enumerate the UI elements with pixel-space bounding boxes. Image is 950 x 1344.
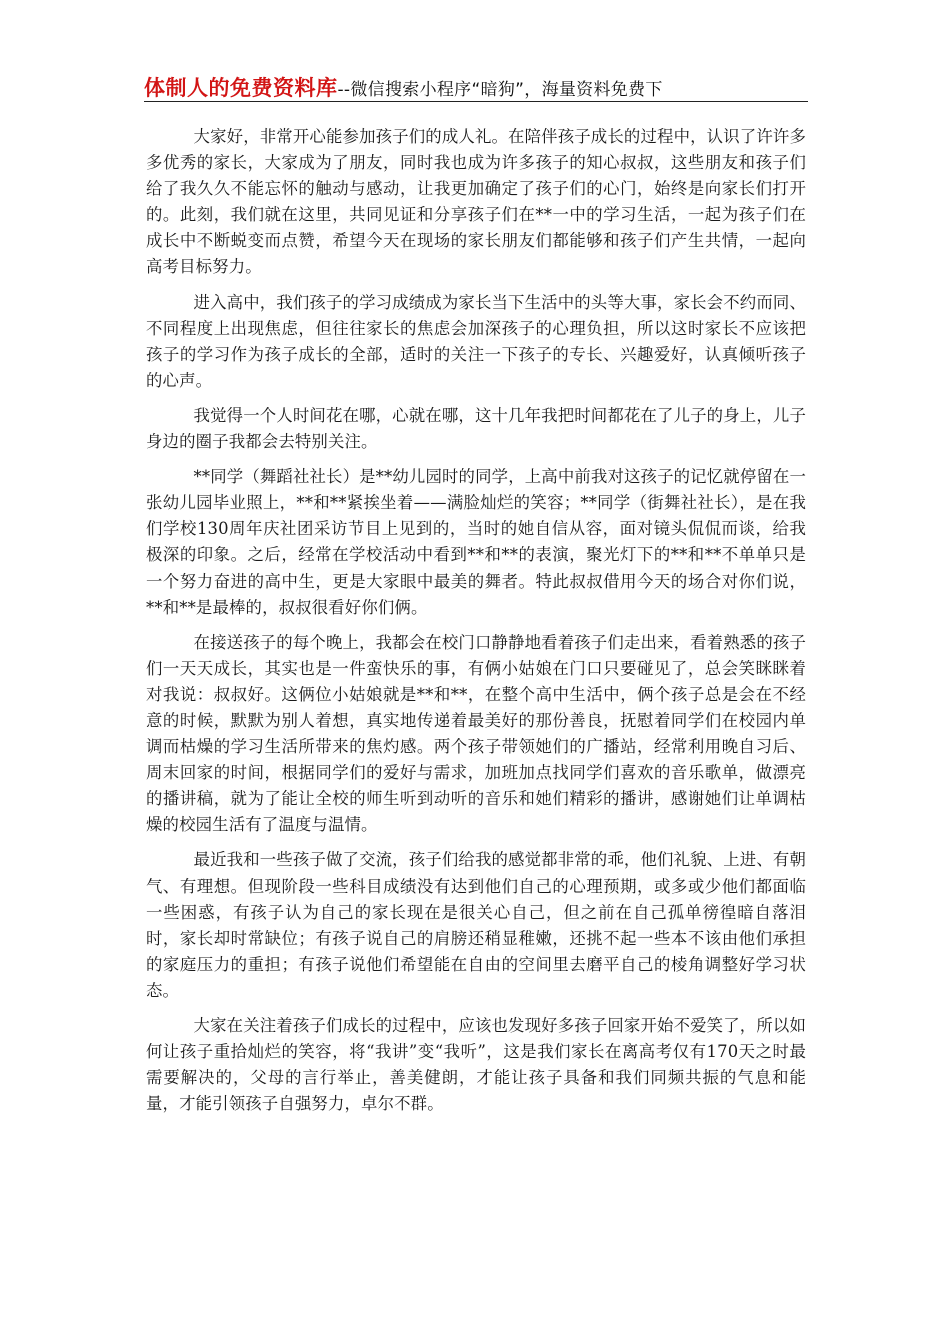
paragraph-7: 大家在关注着孩子们成长的过程中，应该也发现好多孩子回家开始不爱笑了，所以如何让孩子重拾灿烂的笑容，将“我讲”变“我听”，这是我们家长在离高考仅有170天之时最需要解决的，父母的言行举止，善美健朗，才能让孩子具备和我们同频共振的气息和能量，才能引领孩子自强努力，卓尔不群。 <box>146 1016 806 1114</box>
paragraph-2: 进入高中，我们孩子的学习成绩成为家长当下生活中的头等大事，家长会不约而同、不同程度上出现焦虑，但往往家长的焦虑会加深孩子的心理负担，所以这时家长不应该把孩子的学习作为孩子成长的全部，适时的关注一下孩子的专长、兴趣爱好，认真倾听孩子的心声。 <box>146 292 806 390</box>
paragraph-3: 我觉得一个人时间花在哪，心就在哪，这十几年我把时间都花在了儿子的身上，儿子身边的圈子我都会去特别关注。 <box>146 405 806 452</box>
document-body <box>146 124 806 1126</box>
paragraph-1: 大家好，非常开心能参加孩子们的成人礼。在陪伴孩子成长的过程中，认识了许许多多优秀的家长，大家成为了朋友，同时我也成为许多孩子的知心叔叔，这些朋友和孩子们给了我久久不能忘怀的触动与感动，让我更加确定了孩子们的心门，始终是向家长们打开的。此刻，我们就在这里，共同见证和分享孩子们在**一中的学习生活，一起为孩子们在成长中不断蜕变而点赞，希望今天在现场的家长朋友们都能够和孩子们产生共情，一起向高考目标努力。 <box>146 127 806 277</box>
header-divider <box>144 101 808 102</box>
header-tagline: --微信搜索小程序“暗狗”，海量资料免费下 <box>337 80 663 100</box>
header-brand: 体制人的免费资料库 <box>144 76 338 100</box>
paragraph-5: 在接送孩子的每个晚上，我都会在校门口静静地看着孩子们走出来，看着熟悉的孩子们一天天成长，其实也是一件蛮快乐的事，有俩小姑娘在门口只要碰见了，总会笑眯眯着对我说：叔叔好。这俩位小姑娘就是**和**，在整个高中生活中，俩个孩子总是会在不经意的时候，默默为别人着想，真实地传递着最美好的那份善良，抚慰着同学们在校园内单调而枯燥的学习生活所带来的焦灼感。两个孩子带领她们的广播站，经常利用晚自习后、周末回家的时间，根据同学们的爱好与需求，加班加点找同学们喜欢的音乐歌单，做漂亮的播讲稿，就为了能让全校的师生听到动听的音乐和她们精彩的播讲，感谢她们让单调枯燥的校园生活有了温度与温情。 <box>146 632 806 835</box>
page-header <box>144 72 808 102</box>
paragraph-6: 最近我和一些孩子做了交流，孩子们给我的感觉都非常的乖，他们礼貌、上进、有朝气、有理想。但现阶段一些科目成绩没有达到他们自己的心理预期，或多或少他们都面临一些困惑，有孩子认为自己的家长现在是很关心自己，但之前在自己孤单徬徨暗自落泪时，家长却时常缺位；有孩子说自己的肩膀还稍显稚嫩，还挑不起一些本不该由他们承担的家庭压力的重担；有孩子说他们希望能在自由的空间里去磨平自己的棱角调整好学习状态。 <box>146 850 806 1000</box>
paragraph-4: **同学（舞蹈社社长）是**幼儿园时的同学，上高中前我对这孩子的记忆就停留在一张幼儿园毕业照上，**和**紧挨坐着——满脸灿烂的笑容；**同学（街舞社社长），是在我们学校130周年庆社团采访节目上见到的，当时的她自信从容，面对镜头侃侃而谈，给我极深的印象。之后，经常在学校活动中看到**和**的表演，聚光灯下的**和**不单单只是一个努力奋进的高中生，更是大家眼中最美的舞者。特此叔叔借用今天的场合对你们说，**和**是最棒的，叔叔很看好你们俩。 <box>146 467 806 617</box>
